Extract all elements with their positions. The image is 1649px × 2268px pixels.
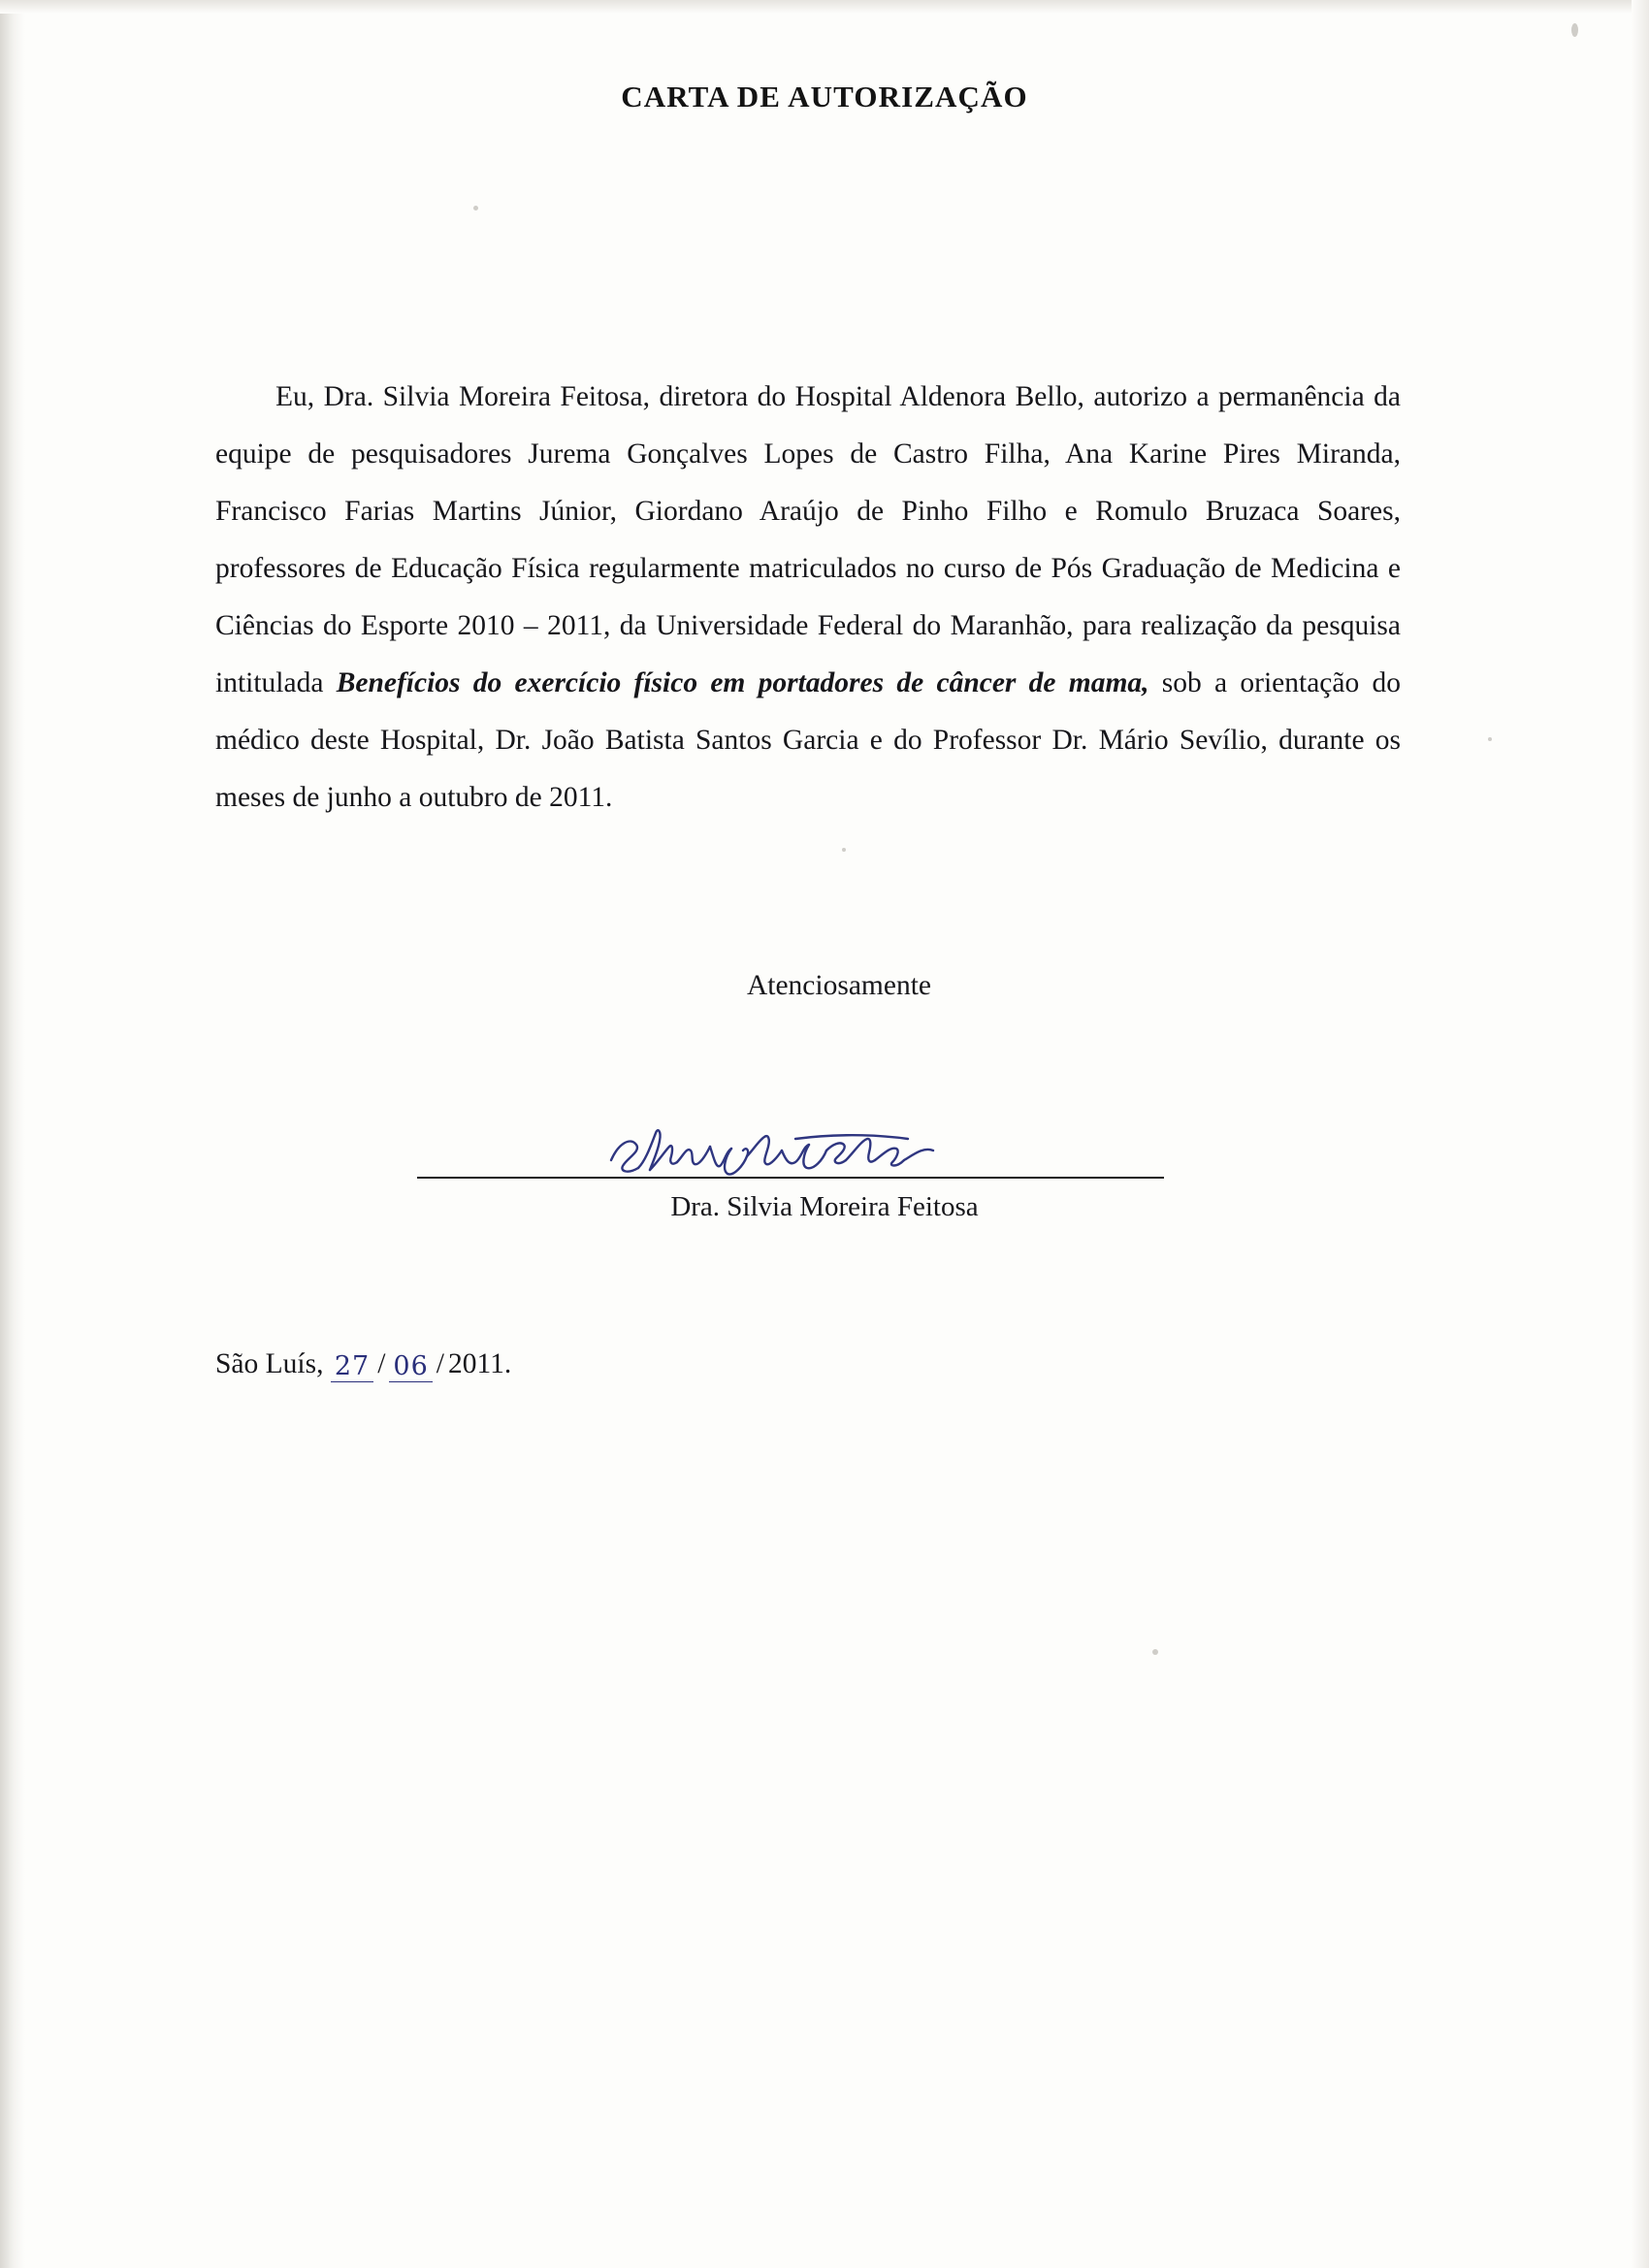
date-month: 06	[389, 1351, 432, 1382]
place-and-date	[215, 1348, 511, 1380]
city-label: São Luís,	[215, 1348, 324, 1379]
scan-edge-left	[0, 0, 25, 2268]
date-separator-1: /	[377, 1348, 386, 1379]
letter-body-part-1: Eu, Dra. Silvia Moreira Feitosa, diretora do Hospital Aldenora Bello, autorizo a permanência da equipe de pesquisadores Jurema Gonçalves Lopes de Castro Filha, Ana Karine Pires Miranda, Francisco Farias Martins Júnior, Giordano Araújo de Pinho Filho e Romulo Bruzaca Soares, professores de Educação Física regularmente matriculados no curso de Pós Graduação de Medicina e Ciências do Esporte 2010 – 2011, da Universidade Federal do Maranhão, para realização da pesquisa intitulada	[215, 381, 1401, 698]
closing-salutation	[0, 970, 1649, 1002]
research-title: Benefícios do exercício físico em portadores de câncer de mama,	[336, 667, 1149, 698]
scan-speck	[1152, 1649, 1158, 1655]
scan-speck	[473, 206, 478, 211]
scan-edge-right	[1632, 0, 1649, 2268]
signature-printed-name: Dra. Silvia Moreira Feitosa	[670, 1191, 979, 1222]
date-day: 27	[331, 1351, 373, 1382]
scan-edge-top	[0, 0, 1649, 14]
date-separator-2: /	[436, 1348, 444, 1379]
scan-speck	[1571, 23, 1578, 37]
date-year: 2011.	[447, 1348, 512, 1379]
page-title: CARTA DE AUTORIZAÇÃO	[621, 80, 1028, 113]
letter-body-part-2: sob a orientação do médico deste Hospital, Dr. João Batista Santos Garcia e do Professor Dr. Mário Sevílio, durante os meses de junho a outubro de 2011.	[215, 667, 1401, 813]
scan-speck	[842, 848, 846, 852]
letter-body	[215, 369, 1401, 826]
scan-speck	[1488, 737, 1492, 741]
closing-text: Atenciosamente	[746, 970, 932, 1001]
handwritten-signature	[601, 1118, 951, 1185]
